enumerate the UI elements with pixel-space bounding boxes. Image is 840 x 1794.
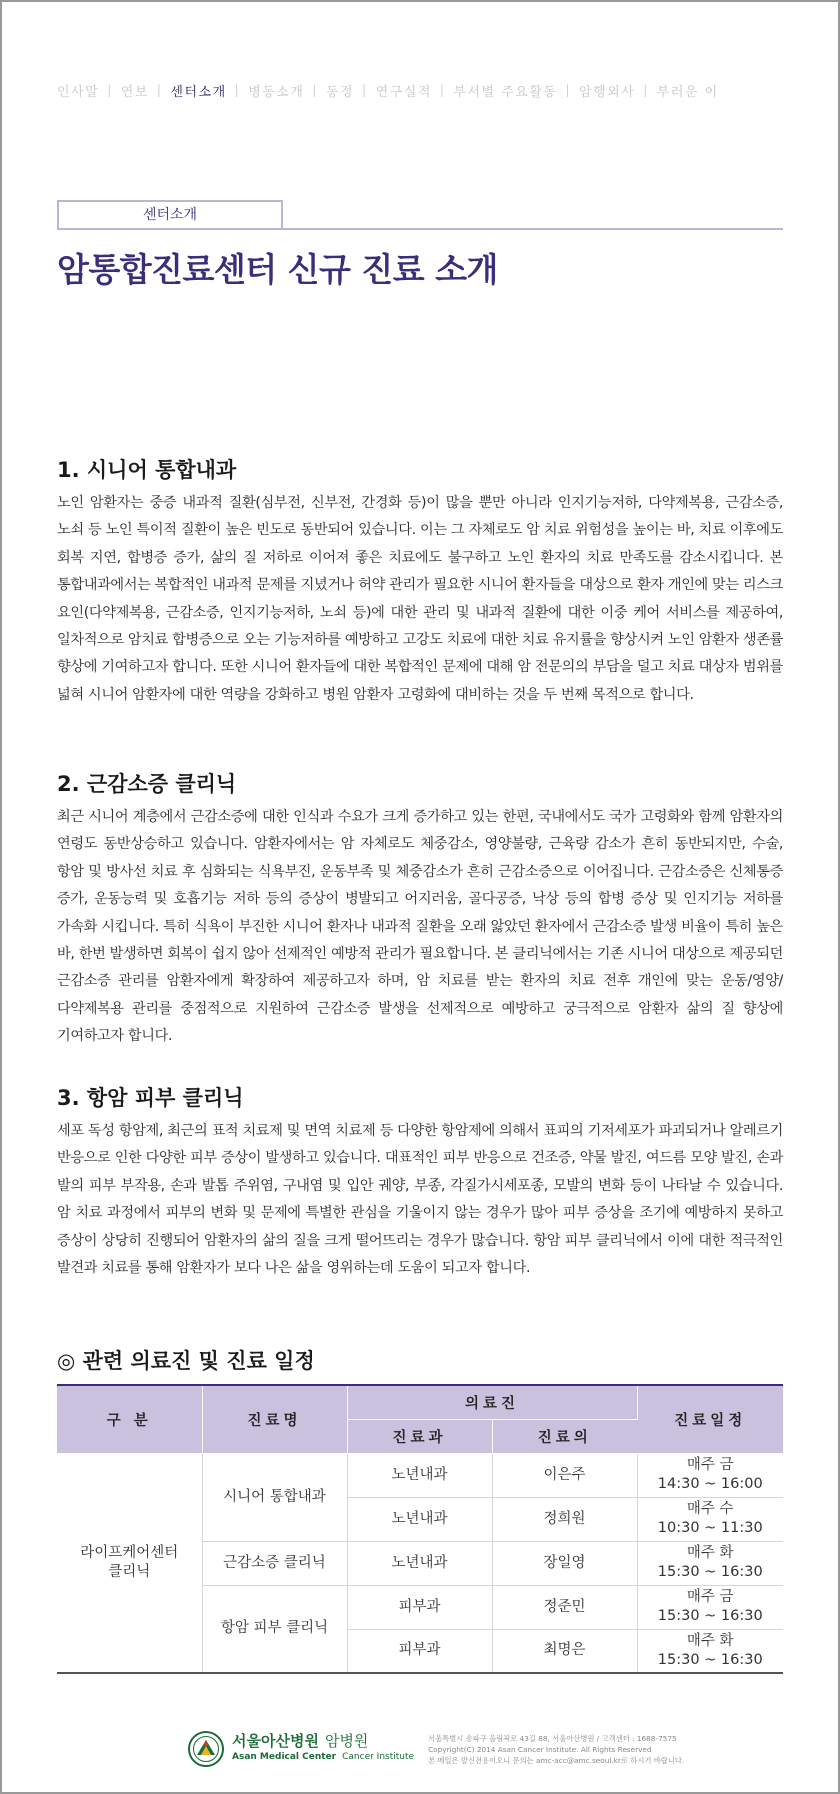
schedule-time: 15:30 ~ 16:30 (657, 1608, 763, 1624)
dept-cell: 피부과 (347, 1629, 492, 1673)
section-text-senior: 노인 암환자는 중증 내과적 질환(심부전, 신부전, 간경화 등)이 많을 뿐만 아니라 인지기능저하, 다약제복용, 근감소증, 노쇠 등 노인 특이적 질환이 높은 빈도로 동반되어 있습니다. 이는 그 자체로도 암 치료 위험성을 높이는 바, 치료 이후에도 회복 지연, 합병증 증가, 삶의 질 저하로 이어져 좋은 치료에도 불구하고 노인 환자의 치료 만족도를 감소시킵니다. 본 통합내과에서는 복합적인 내과적 문제를 지녔거나 허약 관리가 필요한 시니어 환자들을 대상으로 환자 개인에 맞는 리스크 요인(다약제복용, 근감소증, 인지기능저하, 노쇠 등)에 대한 관리 및 내과적 질환에 대한 이중 케어 서비스를 제공하여, 일차적으로 암치료 합병증으로 오는 기능저하를 예방하고 고강도 치료에 대한 치료 유지률을 향상시켜 노인 암환자 생존률 향상에 기여하고자 합니다. 또한 시니어 환자들에 대한 복합적인 문제에 대해 암 전문의의 부담을 덜고 치료 대상자 범위를 넓혀 시니어 암환자에 대한 역량을 강화하고 병원 암환자 고령화에 대비하는 것을 두 번째 목적으로 합니다. (57, 495, 783, 703)
footer-copyright: Copyright(C) 2014 Asan Cancer Institute. All Rights Reserved (428, 1744, 652, 1754)
table-row (57, 1453, 783, 1497)
nav-separator: | (234, 83, 241, 97)
logo-english-sub: Cancer Institute (342, 1752, 415, 1762)
schedule-table (57, 1384, 783, 1674)
schedule-day: 매주 금 (686, 1589, 734, 1605)
doctor-cell: 정희원 (492, 1497, 637, 1541)
nav-separator: | (107, 83, 113, 97)
hospital-logo-icon[interactable] (188, 1731, 224, 1767)
dept-cell: 노년내과 (347, 1541, 492, 1585)
nav-item-ward-intro[interactable]: 병동소개 (248, 84, 305, 100)
nav-item-envy[interactable]: 부러운 이 (656, 84, 719, 100)
footer-notice: 본 메일은 발신전용이오니 문의는 amc-acc@amc.seoul.kr로 하시기 바랍니다. (428, 1755, 685, 1765)
clinic-cell: 시니어 통합내과 (202, 1453, 347, 1541)
schedule-day: 매주 금 (686, 1457, 734, 1473)
nav-separator: | (362, 83, 368, 97)
nav-item-greeting[interactable]: 인사말 (57, 84, 100, 100)
schedule-time: 10:30 ~ 11:30 (657, 1520, 763, 1536)
schedule-time: 15:30 ~ 16:30 (657, 1564, 763, 1580)
nav-item-doctor[interactable]: 암행외사 (579, 84, 636, 100)
logo-korean: 서울아산병원 (232, 1732, 319, 1750)
schedule-title: ◎ 관련 의료진 및 진료 일정 (57, 1349, 315, 1373)
nav-separator: | (565, 83, 572, 97)
footer-address: 서울특별시 송파구 올림픽로 43길 88, 서울아산병원 / 고객센터 : 1688-7575 (428, 1733, 677, 1743)
doctor-cell: 정준민 (492, 1585, 637, 1629)
nav-item-department-activities[interactable]: 부서별 주요활동 (453, 84, 558, 100)
dept-cell: 피부과 (347, 1585, 492, 1629)
footer (188, 1727, 684, 1771)
category-label: 센터소개 (57, 200, 283, 230)
clinic-cell: 항암 피부 클리닉 (202, 1585, 347, 1673)
schedule-day: 매주 수 (686, 1501, 734, 1517)
header-dept: 진료과 (347, 1419, 492, 1453)
schedule-day: 매주 화 (686, 1545, 734, 1561)
header-category: 구 분 (57, 1385, 202, 1453)
footer-info (428, 1733, 684, 1766)
header-staff: 의료진 (347, 1385, 637, 1419)
hospital-logo-text[interactable] (232, 1733, 414, 1765)
header-time: 진료일정 (637, 1385, 783, 1453)
schedule-day: 매주 화 (686, 1632, 734, 1649)
schedule-cell (637, 1585, 783, 1629)
nav-item-news[interactable]: 동정 (325, 84, 355, 100)
nav-separator: | (439, 83, 446, 97)
nav-item-research[interactable]: 연구실적 (375, 84, 432, 100)
header-doctor: 진료의 (492, 1419, 637, 1453)
logo-korean-sub: 암병원 (324, 1732, 369, 1750)
nav-item-annual-report[interactable]: 연보 (120, 84, 149, 100)
nav-separator: | (156, 83, 163, 97)
schedule-time: 14:30 ~ 16:00 (657, 1476, 763, 1492)
clinic-cell: 근감소증 클리닉 (202, 1541, 347, 1585)
doctor-cell: 장일영 (492, 1541, 637, 1585)
nav-separator: | (312, 83, 318, 97)
category-cell: 라이프케어센터 클리닉 (57, 1453, 202, 1673)
section-title-skin: 3. 항암 피부 클리닉 (57, 1086, 244, 1110)
nav-separator: | (643, 83, 649, 97)
section-text-skin: 세포 독성 항암제, 최근의 표적 치료제 및 면역 치료제 등 다양한 항암제에 의해서 표피의 기저세포가 파괴되거나 알레르기 반응으로 인한 다양한 피부 증상이 발생하고 있습니다. 대표적인 피부 반응으로 건조증, 약물 발진, 여드름 모양 발진, 손과 발의 피부 부작용, 손과 발톱 주위염, 구내염 및 입안 궤양, 부종, 각질가시세포종, 모발의 변화 등이 나타날 수 있습니다. 암 치료 과정에서 피부의 변화 및 문제에 특별한 관심을 기울이지 않는 경우가 많아 피부 증상을 조기에 예방하지 못하고 증상이 상당히 진행되어 암환자의 삶의 질을 크게 떨어뜨리는 경우가 많습니다. 항암 피부 클리닉에서 이에 대한 적극적인 발견과 치료를 통해 암환자가 보다 나은 삶을 영위하는데 도움이 되고자 합니다. (57, 1123, 783, 1277)
dept-cell: 노년내과 (347, 1453, 492, 1497)
doctor-cell: 최명은 (492, 1629, 637, 1673)
schedule-cell (637, 1453, 783, 1497)
header-clinic: 진료명 (202, 1385, 347, 1453)
section-title-senior: 1. 시니어 통합내과 (57, 458, 237, 482)
schedule-cell (637, 1541, 783, 1585)
doctor-cell: 이은주 (492, 1453, 637, 1497)
section-text-sarcopenia: 최근 시니어 계층에서 근감소증에 대한 인식과 수요가 크게 증가하고 있는 한편, 국내에서도 국가 고령화와 함께 암환자의 연령도 동반상승하고 있습니다. 암환자에서는 암 자체로도 체중감소, 영양불량, 근육량 감소가 흔히 동반되지만, 수술, 항암 및 방사선 치료 후 심화되는 식욕부진, 운동부족 및 체중감소가 흔히 근감소증으로 이어집니다. 근감소증은 신체통증 증가, 운동능력 및 호흡기능 저하 등의 증상이 병발되고 어지러움, 골다공증, 낙상 등의 합병 증상 및 인지기능 저하를 가속화 시킵니다. 특히 식욕이 부진한 시니어 환자나 내과적 질환을 오래 앓았던 환자에서 근감소증 발생 비율이 특히 높은 바, 한번 발생하면 회복이 쉽지 않아 선제적인 예방적 관리가 필요합니다. 본 클리닉에서는 기존 시니어 대상으로 제공되던 근감소증 관리를 암환자에게 확장하여 제공하고자 하며, 암 치료를 받는 환자의 치료 전후 개인에 맞는 운동/영양/다약제복용 관리를 중점적으로 지원하여 근감소증 발생을 선제적으로 예방하고 궁극적으로 암환자 삶의 질 향상에 기여하고자 합니다. (57, 809, 783, 1045)
dept-cell: 노년내과 (347, 1497, 492, 1541)
nav-item-center-intro[interactable]: 센터소개 (170, 79, 226, 102)
top-navigation (57, 76, 783, 104)
page-title: 암통합진료센터 신규 진료 소개 (57, 250, 498, 289)
schedule-cell (637, 1497, 783, 1541)
schedule-time: 15:30 ~ 16:30 (657, 1651, 763, 1668)
logo-english: Asan Medical Center (232, 1752, 337, 1762)
header-rule (57, 200, 783, 230)
section-title-sarcopenia: 2. 근감소증 클리닉 (57, 772, 237, 796)
schedule-cell (637, 1629, 783, 1673)
